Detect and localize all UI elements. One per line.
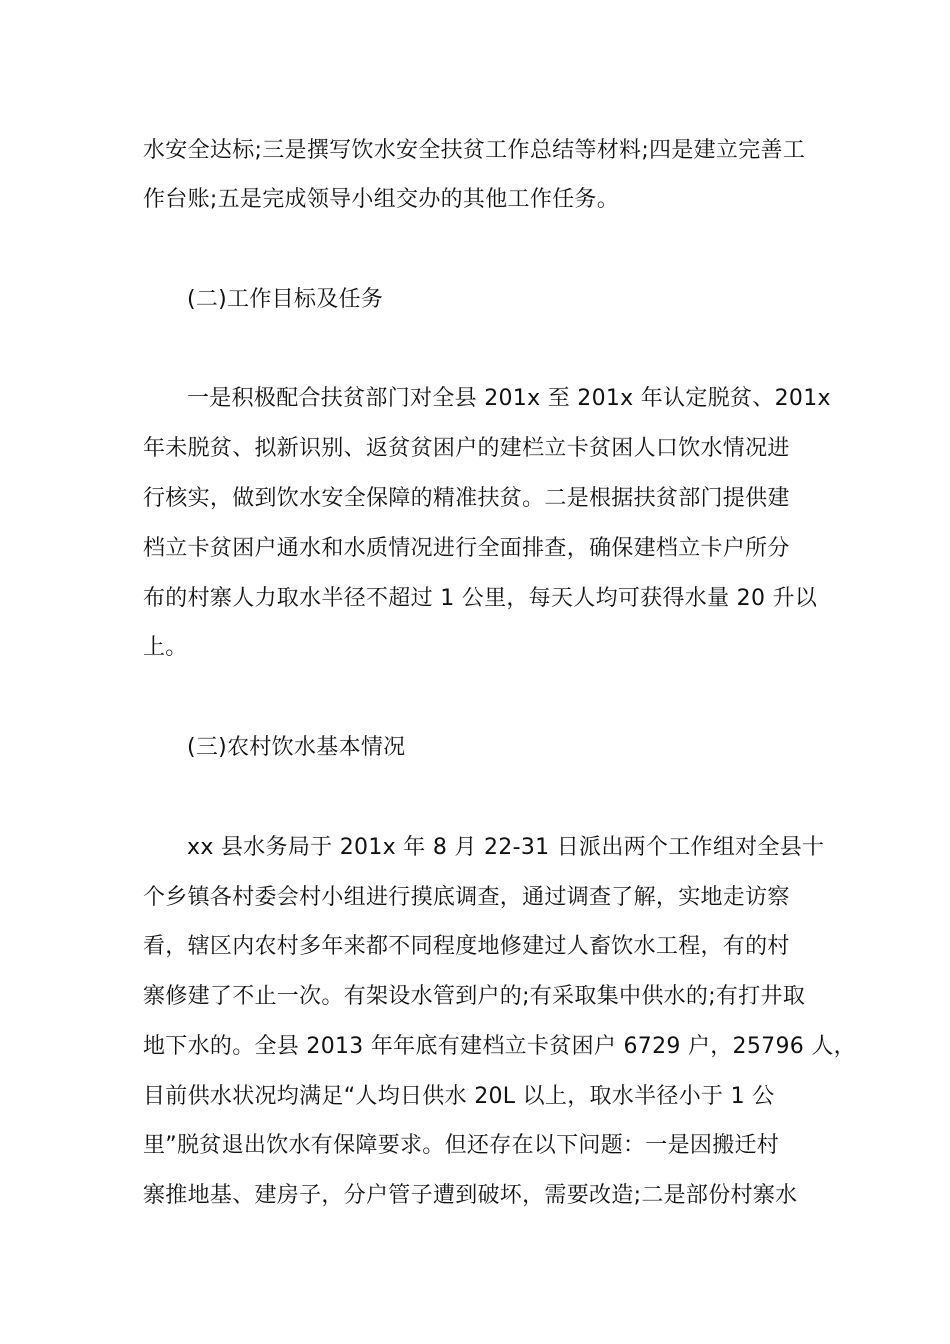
paragraph-line: 看，辖区内农村多年来都不同程度地修建过人畜饮水工程，有的村 xyxy=(143,934,790,959)
paragraph-line: 档立卡贫困户通水和水质情况进行全面排查，确保建档立卡户所分 xyxy=(143,536,790,561)
paragraph-line: 寨推地基、建房子，分户管子遭到破坏，需要改造;二是部份村寨水 xyxy=(143,1183,798,1208)
paragraph-line: 个乡镇各村委会村小组进行摸底调查，通过调查了解，实地走访察 xyxy=(143,885,790,910)
paragraph-line: 目前供水状况均满足“人均日供水 20L 以上，取水半径小于 1 公 xyxy=(143,1084,775,1109)
paragraph-line: 年未脱贫、拟新识别、返贫贫困户的建栏立卡贫困人口饮水情况进 xyxy=(143,436,790,461)
paragraph-line: 一是积极配合扶贫部门对全县 201x 至 201x 年认定脱贫、201x xyxy=(187,386,831,411)
paragraph-line: 地下水的。全县 2013 年年底有建档立卡贫困户 6729 户，25796 人， xyxy=(143,1034,856,1059)
paragraph-line: 行核实，做到饮水安全保障的精准扶贫。二是根据扶贫部门提供建 xyxy=(143,486,790,511)
paragraph-line: 水安全达标;三是撰写饮水安全扶贫工作总结等材料;四是建立完善工 xyxy=(143,138,806,163)
paragraph-line: 寨修建了不止一次。有架设水管到户的;有采取集中供水的;有打井取 xyxy=(143,984,806,1009)
paragraph-line: 作台账;五是完成领导小组交办的其他工作任务。 xyxy=(143,187,620,212)
paragraph-line: 上。 xyxy=(143,635,188,660)
paragraph-line: 布的村寨人力取水半径不超过 1 公里，每天人均可获得水量 20 升以 xyxy=(143,586,818,611)
paragraph-line: 里”脱贫退出饮水有保障要求。但还存在以下问题：一是因搬迁村 xyxy=(143,1133,780,1158)
paragraph-line: xx 县水务局于 201x 年 8 月 22-31 日派出两个工作组对全县十 xyxy=(187,835,825,860)
section-heading: (二)工作目标及任务 xyxy=(187,287,384,312)
section-heading: (三)农村饮水基本情况 xyxy=(187,735,406,760)
